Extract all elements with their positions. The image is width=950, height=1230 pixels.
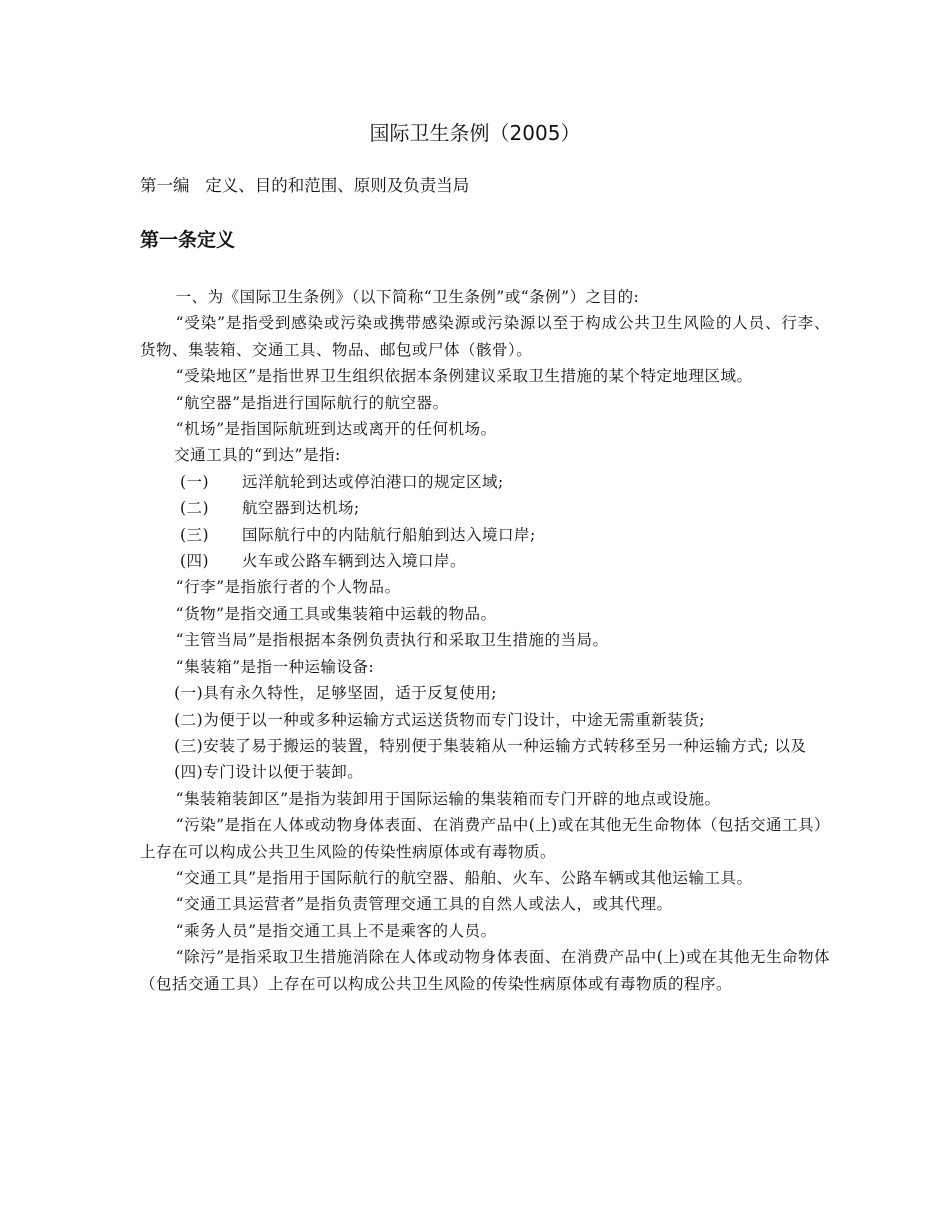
article-heading: 第一条定义 bbox=[140, 229, 236, 251]
definition-infected: “受染”是指受到感染或污染或携带感染源或污染源以至于构成公共卫生风险的人员、行李、货物、集装箱、交通工具、物品、邮包或尸体（骸骨）。 bbox=[140, 314, 830, 359]
definition-decontamination: “除污”是指采取卫生措施消除在人体或动物身体表面、在消费产品中(上)或在其他无生命物体（包括交通工具）上存在可以构成公共卫生风险的传染性病原体或有毒物质的程序。 bbox=[140, 948, 830, 993]
definition-aircraft: “航空器”是指进行国际航行的航空器。 bbox=[175, 393, 449, 412]
item-text: 火车或公路车辆到达入境口岸。 bbox=[242, 552, 467, 571]
item-number: (三) bbox=[180, 525, 210, 544]
definition-affected-area: “受染地区”是指世界卫生组织依据本条例建议采取卫生措施的某个特定地理区域。 bbox=[175, 367, 753, 386]
arrival-item bbox=[140, 469, 830, 495]
definition-airport: “机场”是指国际航班到达或离开的任何机场。 bbox=[175, 420, 497, 439]
definition-container: “集装箱”是指一种运输设备: bbox=[175, 657, 375, 676]
container-item: (三)安装了易于搬运的装置，特别便于集装箱从一种运输方式转移至另一种运输方式; 以及 bbox=[174, 736, 807, 755]
item-number: (四) bbox=[180, 552, 210, 571]
item-text: 国际航行中的内陆航行船舶到达入境口岸; bbox=[242, 525, 536, 544]
definition-competent-authority: “主管当局”是指根据本条例负责执行和采取卫生措施的当局。 bbox=[175, 631, 609, 650]
definition-conveyance: “交通工具”是指用于国际航行的航空器、船舶、火车、公路车辆或其他运输工具。 bbox=[175, 868, 753, 887]
definition-crew: “乘务人员”是指交通工具上不是乘客的人员。 bbox=[175, 921, 497, 940]
definition-container-loading-area: “集装箱装卸区”是指为装卸用于国际运输的集装箱而专门开辟的地点或设施。 bbox=[175, 789, 721, 808]
part-heading: 第一编 定义、目的和范围、原则及负责当局 bbox=[140, 176, 470, 195]
container-item: (二)为便于以一种或多种运输方式运送货物而专门设计，中途无需重新装货; bbox=[174, 710, 705, 729]
definition-conveyance-operator: “交通工具运营者”是指负责管理交通工具的自然人或法人，或其代理。 bbox=[175, 895, 673, 914]
container-item: (四)专门设计以便于装卸。 bbox=[174, 763, 364, 782]
definition-arrival: 交通工具的“到达”是指: bbox=[174, 446, 341, 465]
arrival-item bbox=[140, 548, 830, 574]
arrival-item bbox=[140, 495, 830, 521]
definition-cargo: “货物”是指交通工具或集装箱中运载的物品。 bbox=[175, 604, 497, 623]
arrival-item bbox=[140, 522, 830, 548]
article-body bbox=[140, 284, 830, 997]
item-text: 远洋航轮到达或停泊港口的规定区域; bbox=[242, 472, 504, 491]
definition-contamination: “污染”是指在人体或动物身体表面、在消费产品中(上)或在其他无生命物体（包括交通工具）上存在可以构成公共卫生风险的传染性病原体或有毒物质。 bbox=[140, 816, 830, 861]
item-number: (二) bbox=[180, 499, 210, 518]
intro-paragraph: 一、为《国际卫生条例》（以下简称“卫生条例”或“条例”）之目的: bbox=[175, 288, 640, 306]
definition-baggage: “行李”是指旅行者的个人物品。 bbox=[175, 578, 401, 597]
item-text: 航空器到达机场; bbox=[242, 499, 360, 518]
document-title: 国际卫生条例（2005） bbox=[369, 121, 581, 145]
container-item: (一)具有永久特性，足够坚固，适于反复使用; bbox=[174, 684, 497, 703]
item-number: (一) bbox=[180, 472, 210, 491]
